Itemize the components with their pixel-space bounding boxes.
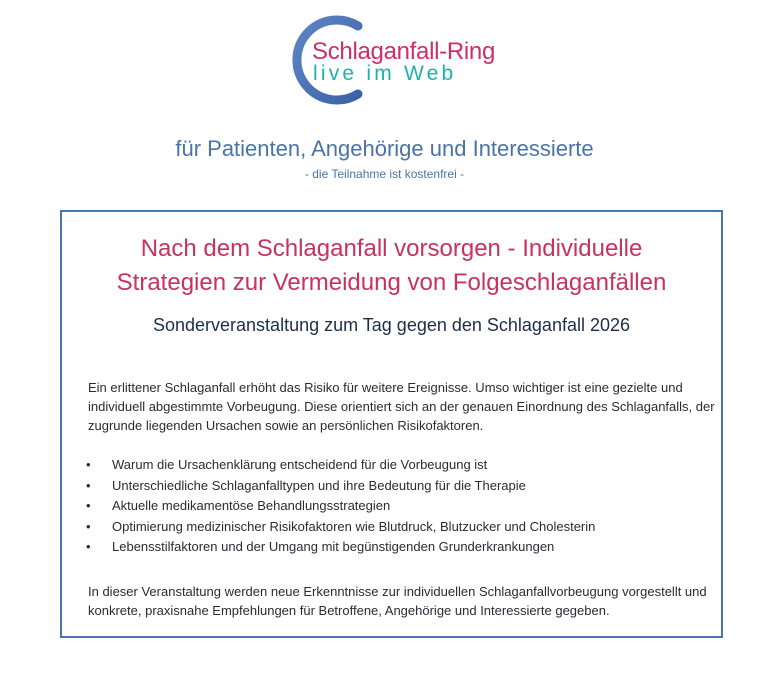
list-item: [86, 517, 595, 538]
bullet-icon: •: [86, 457, 91, 472]
list-item-text: Optimierung medizinischer Risikofaktoren wie Blutdruck, Blutzucker und Cholesterin: [112, 518, 596, 534]
event-title: [60, 232, 723, 300]
bullet-icon: •: [86, 539, 91, 554]
list-item: [86, 455, 595, 476]
free-participation-note: - die Teilnahme ist kostenfrei -: [304, 167, 465, 181]
list-item-text: Aktuelle medikamentöse Behandlungsstrategien: [112, 498, 391, 513]
logo: [286, 14, 496, 106]
list-item: [86, 496, 595, 517]
topic-list: [86, 455, 595, 558]
bullet-icon: •: [86, 477, 91, 493]
list-item: [86, 476, 595, 497]
bullet-icon: •: [86, 518, 91, 534]
audience-subtitle: für Patienten, Angehörige und Interessierte: [175, 136, 594, 161]
event-title-line-2: Strategien zur Vermeidung von Folgeschlaganfällen: [116, 269, 667, 296]
logo-tagline: live im Web: [313, 62, 457, 85]
intro-paragraph: Ein erlittener Schlaganfall erhöht das Risiko für weitere Ereignisse. Umso wichtiger ist eine gezielte und individuell abgestimmte Vorbeugung. Diese orientiert sich an der genauen Einordnung des Schlaganfalls, der zugrunde liegenden Ursachen sowie an persönlichen Risikofaktoren.: [88, 380, 715, 433]
list-item-text: Unterschiedliche Schlaganfalltypen und ihre Bedeutung für die Therapie: [112, 477, 526, 493]
list-item-text: Warum die Ursachenklärung entscheidend für die Vorbeugung ist: [112, 457, 488, 472]
closing-paragraph: In dieser Veranstaltung werden neue Erkenntnisse zur individuellen Schlaganfallvorbeugung vorgestellt und konkrete, praxisnahe Empfehlungen für Betroffene, Angehörige und Interessierte gegeben.: [88, 584, 707, 618]
logo-title: Schlaganfall-Ring: [312, 38, 496, 65]
list-item: [86, 537, 595, 558]
list-item-text: Lebensstilfaktoren und der Umgang mit begünstigenden Grunderkrankungen: [112, 539, 555, 554]
bullet-icon: •: [86, 498, 91, 513]
event-title-line-1: Nach dem Schlaganfall vorsorgen - Individuelle: [140, 235, 643, 262]
event-subtitle: Sonderveranstaltung zum Tag gegen den Schlaganfall 2026: [152, 315, 631, 335]
